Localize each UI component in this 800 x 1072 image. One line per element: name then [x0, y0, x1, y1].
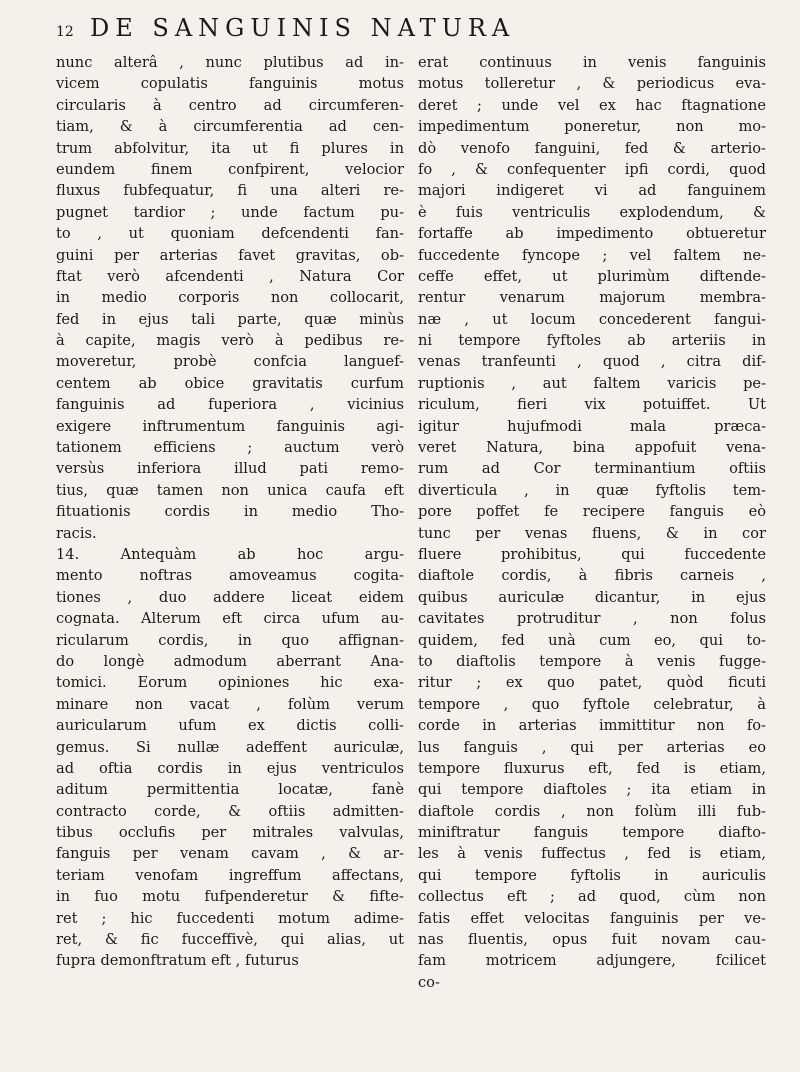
text-line: fanguinis ad fuperiora , vicinius: [56, 396, 404, 414]
text-line: ret, & fic fucceffivè, qui alias, ut: [56, 931, 404, 949]
text-line: ftat verò afcendenti , Natura Cor: [56, 267, 404, 285]
text-line: tibus occlufis per mitrales valvulas,: [56, 824, 404, 842]
text-line: tempore , quo fyftole celebratur, à: [418, 695, 766, 713]
text-line: tius, quæ tamen non unica caufa eft: [56, 481, 404, 499]
text-line: in medio corporis non collocarit,: [56, 289, 404, 307]
running-title: DE SANGUINIS NATURA: [90, 14, 516, 42]
text-line: gemus. Si nullæ adeffent auriculæ,: [56, 738, 404, 756]
text-line: motus tolleretur , & periodicus eva-: [418, 75, 766, 93]
text-line: minare non vacat , folùm verum: [56, 695, 404, 713]
text-line: circularis à centro ad circumferen-: [56, 96, 404, 114]
text-line: à capite, magis verò à pedibus re-: [56, 332, 404, 350]
text-line: ni tempore fyftoles ab arteriis in: [418, 332, 766, 350]
text-line: fo , & confequenter ipfi cordi, quod: [418, 160, 766, 178]
text-line: miniftratur fanguis tempore diafto-: [418, 824, 766, 842]
text-line: fanguis per venam cavam , & ar-: [56, 845, 404, 863]
text-line: eundem finem confpirent, velocior: [56, 160, 404, 178]
text-line: venas tranfeunti , quod , citra dif-: [418, 353, 766, 371]
text-line: centem ab obice gravitatis curfum: [56, 374, 404, 392]
running-head: [56, 14, 766, 50]
text-line: mento noftras amoveamus cogita-: [56, 567, 404, 585]
text-line: fluxus fubfequatur, fi una alteri re-: [56, 182, 404, 200]
text-line: guini per arterias favet gravitas, ob-: [56, 246, 404, 264]
text-line: aditum permittentia locatæ, fanè: [56, 781, 404, 799]
text-line: corde in arterias immittitur non fo-: [418, 717, 766, 735]
text-line: versùs inferiora illud pati remo-: [56, 460, 404, 478]
text-line: fatis effet velocitas fanguinis per ve-: [418, 909, 766, 927]
left-column: [56, 52, 404, 993]
text-line: trum abfolvitur, ita ut fi plures in: [56, 139, 404, 157]
text-line: veret Natura, bina appofuit vena-: [418, 439, 766, 457]
text-line: næ , ut locum concederent fangui-: [418, 310, 766, 328]
text-line: les à venis fuffectus , fed is etiam,: [418, 845, 766, 863]
text-line: fortaffe ab impedimento obtueretur: [418, 225, 766, 243]
text-line: vicem copulatis fanguinis motus: [56, 75, 404, 93]
text-line: ceffe effet, ut plurimùm diftende-: [418, 267, 766, 285]
text-line: quidem, fed unà cum eo, qui to-: [418, 631, 766, 649]
text-line: diaftole cordis , non folùm illi fub-: [418, 802, 766, 820]
text-line: ret ; hic fuccedenti motum adime-: [56, 909, 404, 927]
text-line: diaftole cordis, à fibris carneis ,: [418, 567, 766, 585]
text-line: fed in ejus tali parte, quæ minùs: [56, 310, 404, 328]
text-line: qui tempore diaftoles ; ita etiam in: [418, 781, 766, 799]
text-line: racis.: [56, 524, 97, 542]
text-line: teriam venofam ingreffum affectans,: [56, 866, 404, 884]
text-line: nunc alterâ , nunc plutibus ad in-: [56, 54, 404, 71]
text-line: igitur hujufmodi mala præca-: [418, 417, 766, 435]
text-line: fam motricem adjungere, fcilicet: [418, 952, 766, 970]
text-line: to diaftolis tempore à venis fugge-: [418, 652, 766, 670]
text-line: riculum, fieri vix potuiffet. Ut: [418, 396, 766, 414]
page-number: 12: [56, 24, 74, 40]
text-line: contracto corde, & oftiis admitten-: [56, 802, 404, 820]
text-line: tationem efficiens ; auctum verò: [56, 439, 404, 457]
text-line: ad oftia cordis in ejus ventriculos: [56, 759, 404, 777]
text-line: pore poffet fe recipere fanguis eò: [418, 503, 766, 521]
text-line: quibus auriculæ dicantur, in ejus: [418, 588, 766, 606]
text-line: majori indigeret vi ad fanguinem: [418, 182, 766, 200]
text-line: rentur venarum majorum membra-: [418, 289, 766, 307]
right-column: [418, 52, 766, 993]
text-line: 14. Antequàm ab hoc argu-: [56, 545, 404, 563]
text-line: fuccedente fyncope ; vel faltem ne-: [418, 246, 766, 264]
text-line: ritur ; ex quo patet, quòd ficuti: [418, 674, 766, 692]
text-line: erat continuus in venis fanguinis: [418, 54, 766, 71]
text-line: dò venofo fanguini, fed & arterio-: [418, 139, 766, 157]
text-line: tomici. Eorum opiniones hic exa-: [56, 674, 404, 692]
text-line: co-: [418, 973, 440, 991]
text-line: rum ad Cor terminantium oftiis: [418, 460, 766, 478]
text-line: deret ; unde vel ex hac ftagnatione: [418, 96, 766, 114]
text-line: moveretur, probè confcia languef-: [56, 353, 404, 371]
text-line: pugnet tardior ; unde factum pu-: [56, 203, 404, 221]
text-line: ruptionis , aut faltem varicis pe-: [418, 374, 766, 392]
text-line: impedimentum poneretur, non mo-: [418, 118, 766, 136]
text-line: in fuo motu fufpenderetur & fifte-: [56, 888, 404, 906]
text-line: nas fluentis, opus fuit novam cau-: [418, 931, 766, 949]
text-line: tempore fluxurus eft, fed is etiam,: [418, 759, 766, 777]
text-line: tiam, & à circumferentia ad cen-: [56, 118, 404, 136]
text-line: fupra demonftratum eft , futurus: [56, 952, 299, 970]
text-line: collectus eft ; ad quod, cùm non: [418, 888, 766, 906]
text-line: cavitates protruditur , non folus: [418, 610, 766, 628]
text-line: to , ut quoniam defcendenti fan-: [56, 225, 404, 243]
text-line: fituationis cordis in medio Tho-: [56, 503, 404, 521]
text-line: diverticula , in quæ fyftolis tem-: [418, 481, 766, 499]
text-line: qui tempore fyftolis in auriculis: [418, 866, 766, 884]
text-columns: [56, 52, 766, 993]
text-line: fluere prohibitus, qui fuccedente: [418, 545, 766, 563]
text-line: auricularum ufum ex dictis colli-: [56, 717, 404, 735]
text-line: do longè admodum aberrant Ana-: [56, 652, 404, 670]
text-line: è fuis ventriculis explodendum, &: [418, 203, 766, 221]
text-line: exigere inftrumentum fanguinis agi-: [56, 417, 404, 435]
text-line: lus fanguis , qui per arterias eo: [418, 738, 766, 756]
text-line: ricularum cordis, in quo affignan-: [56, 631, 404, 649]
text-line: tunc per venas fluens, & in cor: [418, 524, 766, 542]
text-line: tiones , duo addere liceat eidem: [56, 588, 404, 606]
text-line: cognata. Alterum eft circa ufum au-: [56, 610, 404, 628]
